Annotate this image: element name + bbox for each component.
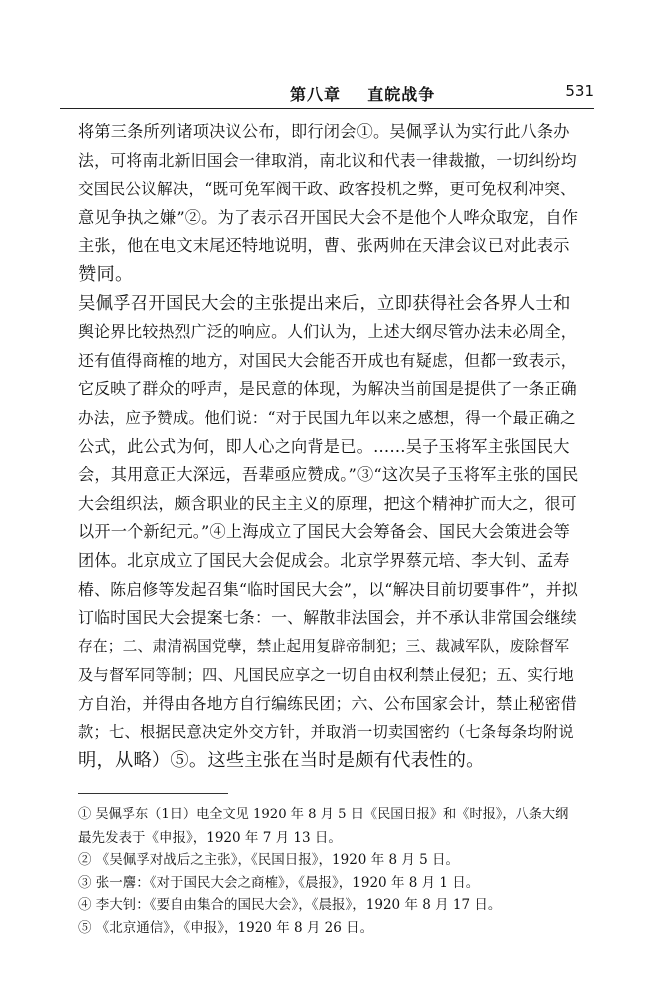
text-line: 以开一个新纪元。”④上海成立了国民大会筹备会、国民大会策进会等 <box>78 522 570 542</box>
text-line: 会，其用意正大深远，吾辈亟应赞成。”③“这次吴子玉将军主张的国民 <box>78 465 579 485</box>
text-line: 明，从略）⑤。这些主张在当时是颇有代表性的。 <box>78 750 485 772</box>
text-line: 办法，应予赞成。他们说：“对于民国九年以来之感想，得一个最正确之 <box>78 408 576 427</box>
footnote-5: ⑤ 《北京通信》，《申报》，1920 年 8 月 26 日。 <box>78 919 374 936</box>
footnote-2: ② 《吴佩孚对战后之主张》，《民国日报》，1920 年 8 月 5 日。 <box>78 852 460 868</box>
running-header <box>60 80 594 106</box>
text-line: 将第三条所列诸项决议公布，即行闭会①。吴佩孚认为实行此八条办 <box>78 122 570 141</box>
text-line: 它反映了群众的呼声，是民意的体现，为解决当前国是提供了一条正确 <box>78 379 577 399</box>
footnotes <box>78 804 578 939</box>
text-line: 椿、陈启修等发起召集“临时国民大会”，以“解决目前切要事件”，并拟 <box>78 579 578 599</box>
text-line: 存在；二、肃清祸国党孽，禁止起用复辟帝制犯；三、裁减军队，废除督军 <box>78 637 570 655</box>
footnote-3: ③ 张一麐：《对于国民大会之商榷》，《晨报》，1920 年 8 月 1 日。 <box>78 874 480 891</box>
text-line: 吴佩孚召开国民大会的主张提出来后，立即获得社会各界人士和 <box>78 293 571 314</box>
text-line: 主张，他在电文末尾还特地说明，曹、张两帅在天津会议已对此表示 <box>78 236 570 256</box>
text-line: 公式，此公式为何，即人心之向背是已。……吴子玉将军主张国民大 <box>78 436 570 456</box>
text-line: 大会组织法，颇含职业的民主主义的原理，把这个精神扩而大之，很可 <box>78 493 577 513</box>
text-line: 赞同。 <box>78 263 134 285</box>
body-text <box>78 118 578 776</box>
chapter-title: 第八章 直皖战争 <box>290 85 436 104</box>
header-rule <box>60 108 594 109</box>
text-line: 及与督军同等制；四、凡国民应享之一切自由权利禁止侵犯；五、实行地 <box>78 666 574 685</box>
footnote-rule <box>78 793 228 794</box>
footnote-1-continued: 最先发表于《申报》，1920 年 7 月 13 日。 <box>78 829 342 846</box>
page-number: 531 <box>565 82 594 100</box>
text-line: 舆论界比较热烈广泛的响应。人们认为，上述大纲尽管办法未必周全， <box>78 322 577 342</box>
footnote-4: ④ 李大钊：《要自由集合的国民大会》，《晨报》，1920 年 8 月 17 日。 <box>78 897 502 913</box>
text-line: 方自治，并得由各地方自行编练民团；六、公布国家会计，禁止秘密借 <box>78 693 577 713</box>
text-line: 法，可将南北新旧国会一律取消，南北议和代表一律裁撤，一切纠纷均 <box>78 150 577 170</box>
text-line: 订临时国民大会提案七条：一、解散非法国会，并不承认非常国会继续 <box>78 608 577 628</box>
text-line: 还有值得商榷的地方，对国民大会能否开成也有疑虑，但都一致表示， <box>78 350 577 370</box>
text-line: 款；七、根据民意决定外交方针，并取消一切卖国密约（七条每条均附说 <box>78 723 574 742</box>
text-line: 交国民公议解决，“既可免军阀干政、政客投机之弊，更可免权利冲突、 <box>78 180 576 199</box>
text-line: 意见争执之嫌”②。为了表示召开国民大会不是他个人哗众取宠，自作 <box>78 207 579 227</box>
text-line: 团体。北京成立了国民大会促成会。北京学界蔡元培、李大钊、孟寿 <box>78 550 570 570</box>
footnote-1: ① 吴佩孚东（1日）电全文见 1920 年 8 月 5 日《民国日报》和《时报》，八条大纲 <box>78 807 569 822</box>
